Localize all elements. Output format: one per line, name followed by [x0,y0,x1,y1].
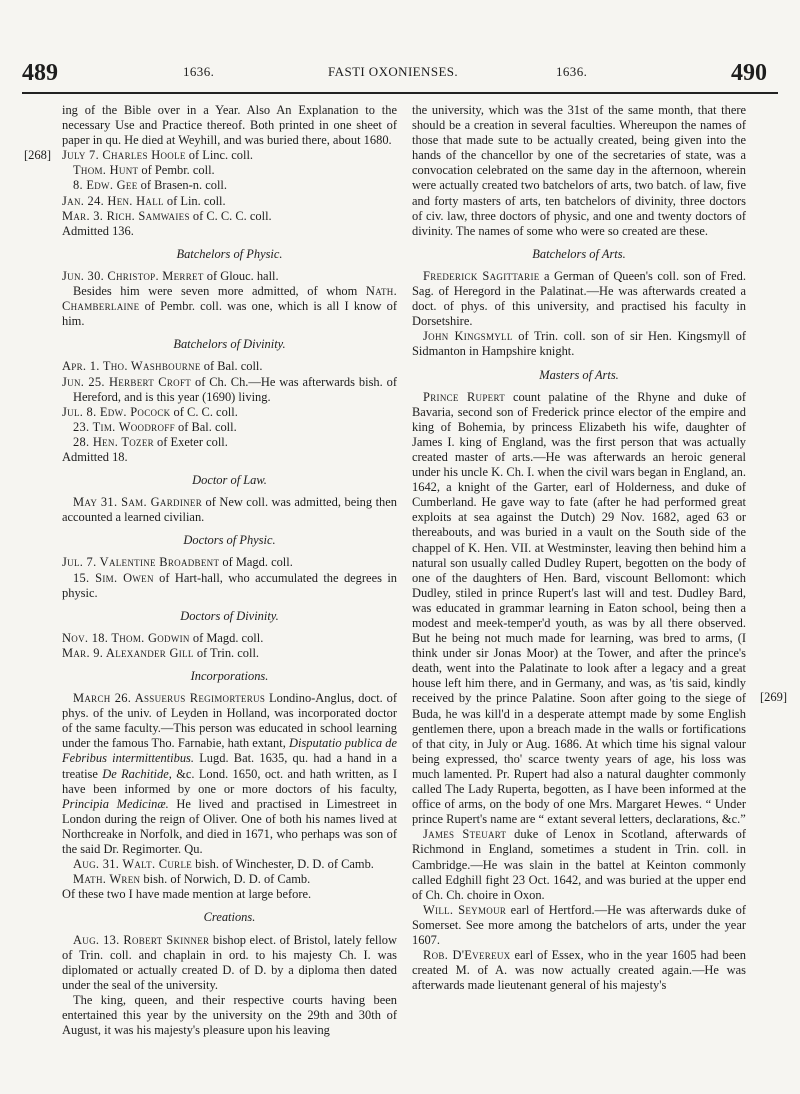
entry: Aug. 31. Walt. Curle bish. of Winchester, D. D. of Camb. [73,857,374,872]
left-running-year: 1636. [183,64,215,79]
entry: James Steuart duke of Lenox in Scotland, afterwards of Richmond in England, sometimes a student in Trin. coll. in Cambridge.—He was slain in the battel at Keinton commonly called Edghill fight 23 Oct. 1642, and was buried at the upper end of Ch. Ch. choire in Oxon. [412,827,746,902]
entry: John Kingsmyll of Trin. coll. son of sir Hen. Kingsmyll of Sidmanton in Hampshire knight. [412,329,746,359]
entry: Mar. 9. Alexander Gill of Trin. coll. [62,645,260,660]
entry: 8. Edw. Gee of Brasen-n. coll. [73,178,227,193]
header-rule [22,92,778,94]
section-heading: Doctors of Physic. [183,533,276,548]
right-running-year: 1636. [556,64,588,79]
right-column [412,103,746,993]
page-header [0,60,800,90]
admitted-count: Admitted 136. [62,223,134,238]
entry: 15. Sim. Owen of Hart-hall, who accumulated the degrees in physic. [62,570,397,600]
entry: July 7. Charles Hoole of Linc. coll. [62,148,254,163]
section-heading: Incorporations. [190,669,269,683]
entry: Jan. 24. Hen. Hall of Lin. coll. [62,193,226,208]
paragraph: the university, which was the 31st of the same month, that there should be a creation in several faculties. Whereupon the names of those that made sute to be actually created, being given into the hands of the chancellor by one of the secretaries of state, was a convocation celebrated on the same day in the afternoon, wherein were actually created two batchelors of arts, two batch. of law, five and forty masters of arts, ten batchelors of divinity, three doctors of civ. law, three doctors of physic, and one and twenty doctors of divinity. The names of some who were so created are these. [412,103,746,238]
entry: March 26. Assuerus Regimorterus Londino-Anglus, doct. of phys. of the univ. of Leyden in Holland, was incorporated doctor of the same faculty.—This person was educated in school learning under the famous Tho. Farnabie, hath extant, Disputatio publica de Febribus intermittentibus. Lugd. Bat. 1635, qu. had a hand in a treatise De Rachitide, &c. Lond. 1650, oct. and hath written, as I have been informed by one or more doctors of his faculty, Principia Medicinæ. He lived and practised in Limestreet in London during the reign of Oliver. One of both his names lived at Northcreake in Norfolk, and died in 1671, who perhaps was son of the said Dr. Regimorter. Qu. [62,691,398,857]
entry: 28. Hen. Tozer of Exeter coll. [73,434,228,449]
section-heading: Doctors of Divinity. [180,608,279,623]
entry: Rob. D'Evereux earl of Essex, who in the year 1605 had been created M. of A. was now actually created again.—He was afterwards made lieutenant general of his majesty's [412,948,746,993]
entry: Jun. 25. Herbert Croft of Ch. Ch.—He was afterwards bish. of Hereford, and is this year (1690) living. [62,374,398,404]
section-heading: Batchelors of Arts. [532,246,626,261]
entry: Frederick Sagittarie a German of Queen's coll. son of Fred. Sag. of Heregord in the Palatinat.—He was afterwards created a doct. of phys. of this university, and practised his faculty in Dorsetshire. [412,268,746,329]
entry: 23. Tim. Woodroff of Bal. coll. [73,419,237,434]
entry: Math. Wren bish. of Norwich, D. D. of Camb. [73,872,311,887]
paragraph: Besides him were seven more admitted, of whom Nath. Chamberlaine of Pembr. coll. was one, which is all I know of him. [62,284,397,329]
section-heading: Batchelors of Divinity. [173,337,286,352]
paragraph: The king, queen, and their respective courts having been entertained this year by the university on the 29th and 30th of August, it was his majesty's pleasure upon his leaving [62,992,397,1038]
margin-note-269: [269] [760,690,788,704]
margin-note-268: [268] [24,148,52,162]
section-heading: Creations. [203,910,256,925]
right-page-number: 490 [731,60,767,86]
left-column [62,103,397,1038]
entry: Thom. Hunt of Pembr. coll. [73,163,215,178]
section-heading: Doctor of Law. [192,473,267,488]
entry: Jul. 8. Edw. Pocock of C. C. coll. [62,404,238,419]
entry: Apr. 1. Tho. Washbourne of Bal. coll. [62,359,263,374]
entry: Prince Rupert count palatine of the Rhyne and duke of Bavaria, second son of Frederick prince elector of the empire and king of Bohemia, by princess Elizabeth his wife, daughter of James I. king of England, was the first person that was actually created master of arts.—He was afterwards an heroic general under his uncle K. Ch. I. when the civil wars began in England, an. 1642, a knight of the Garter, earl of Holderness, and duke of Cumberland. He gave way to fate (after he had performed great exploits at sea against the Dutch) 29 Nov. 1682, aged 63 or thereabouts, and was buried in a vault on the South side of the chappel of K. Hen. VII. at Westminster, leaving then behind him a natural son usually called Dudley Rupert, begotten on the body of one of the daughters of Hen. Bard, viscount Bellomont: which Dudley, stiled in prince Rupert's last will and test. Dudley Bard, was educated in grammar learning in Eaton school, being then a modest and meek-temper'd youth, as was by all there observed. But he being not much made for learning, was bred to arms, (I think under sir Jonas Moor) at the Tower, and after the prince's death, went into the Palatinate to look after a legacy and a great house left him there, and in Germany, and was, as 'tis said, kindly received by the prince Palatine. Soon after going to the siege of Buda, he was kill'd in a desperate attempt made by some English gentlemen there, upon a breach made in the walls or fortifications of that city, in July or Aug. 1686. At which time his signal valour being expressed, tho' scarce twenty years of age, his loss was much lamented. Pr. Rupert had also a natural daughter commonly called The Lady Ruperta, begotten, as I have been informed at the office of arms, on the body of one Mrs. Margaret Hewes. “ Under prince Rupert's name are “ extant several letters, declarations, &c.” [412,389,746,827]
paragraph: Of these two I have made mention at large before. [62,887,312,902]
entry: May 31. Sam. Gardiner of New coll. was admitted, being then accounted a learned civilian. [62,495,397,525]
section-heading: Batchelors of Physic. [176,246,283,261]
paragraph: ing of the Bible over in a Year. Also An Explanation to the necessary Use and Practice thereof. Both printed in one sheet of paper in qu. He died at Weyhill, and was buried there, about 1680. [62,103,397,148]
left-page-number: 489 [22,60,58,86]
entry: Mar. 3. Rich. Samwaies of C. C. C. coll. [62,208,272,223]
entry: Nov. 18. Thom. Godwin of Magd. coll. [62,630,264,645]
entry: Will. Seymour earl of Hertford.—He was afterwards duke of Somerset. See more among the batchelors of arts, under the year 1607. [412,902,746,947]
entry: Aug. 13. Robert Skinner bishop elect. of Bristol, lately fellow of Trin. coll. and chaplain in ord. to his majesty Ch. I. was diplomated or actually created D. of D. by a diploma then dated under the seal of the university. [62,932,397,992]
entry: Jul. 7. Valentine Broadbent of Magd. coll. [62,555,293,570]
entry: Jun. 30. Christop. Merret of Glouc. hall. [62,268,279,283]
running-title: FASTI OXONIENSES. [328,64,459,79]
admitted-count: Admitted 18. [62,449,128,464]
section-heading: Masters of Arts. [539,367,619,382]
